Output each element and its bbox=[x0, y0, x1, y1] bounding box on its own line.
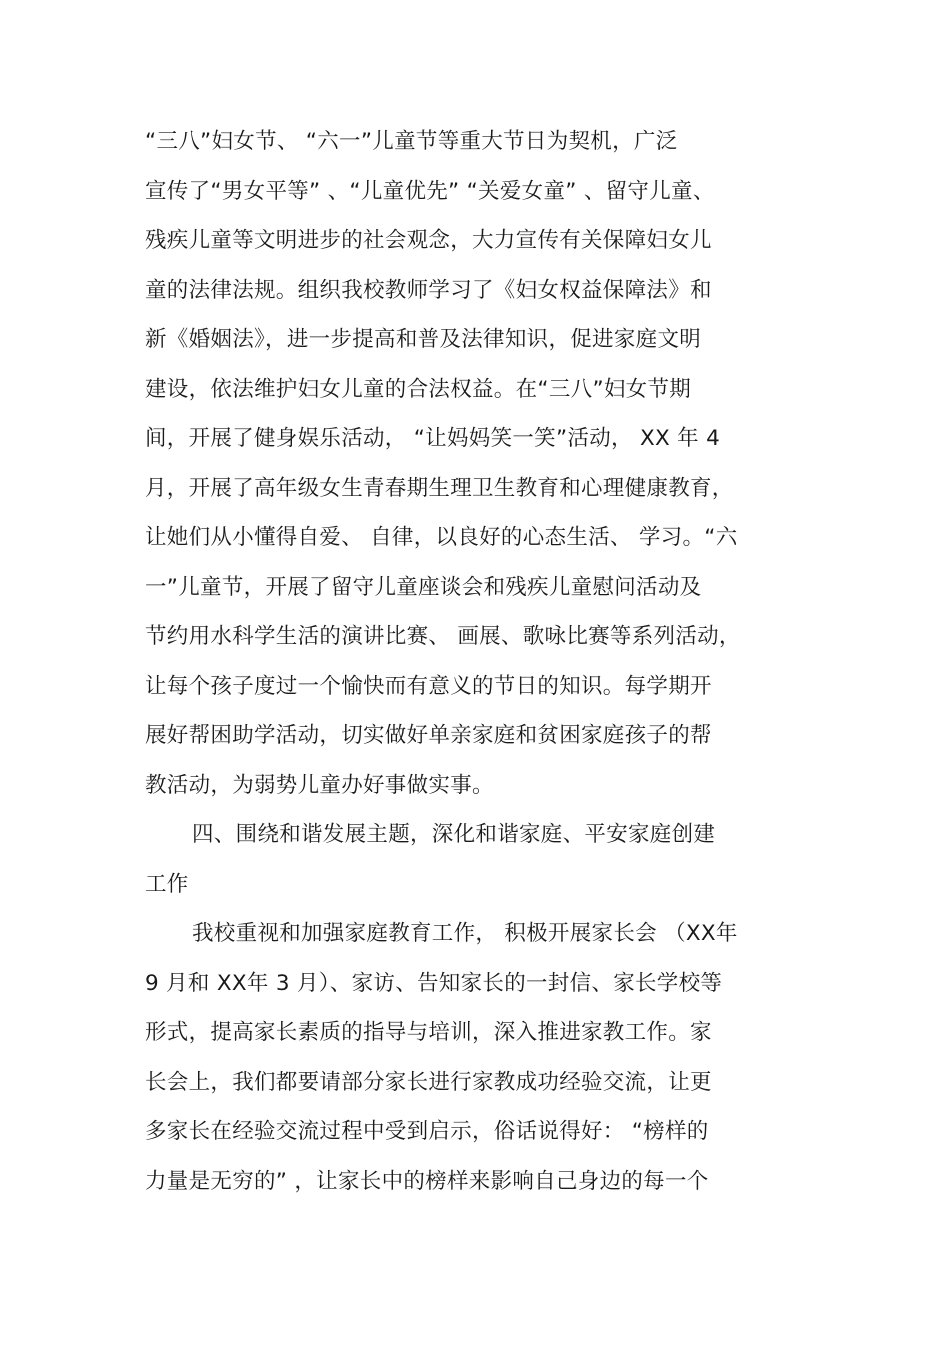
section-heading-continuation: 工作 bbox=[145, 871, 189, 897]
text-line: 间，开展了健身娱乐活动， “让妈妈笑一笑”活动， XX 年 4 bbox=[145, 426, 721, 451]
text-line: 节约用水科学生活的演讲比赛、 画展、歌咏比赛等系列活动， bbox=[145, 624, 741, 649]
text-line: 建设，依法维护妇女儿童的合法权益。在“三八”妇女节期 bbox=[145, 376, 692, 402]
text-line: 宣传了“男女平等” 、“儿童优先” “关爱女童” 、留守儿童、 bbox=[145, 178, 715, 204]
text-line: 一”儿童节，开展了留守儿童座谈会和残疾儿童慰问活动及 bbox=[145, 574, 702, 600]
text-line: 让她们从小懂得自爱、 自律，以良好的心态生活、 学习。“六 bbox=[145, 525, 738, 550]
body-text bbox=[145, 122, 825, 1211]
text-line: 童的法律法规。组织我校教师学习了《妇女权益保障法》和 bbox=[145, 277, 712, 303]
text-line: 多家长在经验交流过程中受到启示，俗话说得好： “榜样的 bbox=[145, 1119, 709, 1144]
text-line: 新《婚姻法》，进一步提高和普及法律知识，促进家庭文明 bbox=[145, 327, 702, 352]
text-line: 9 月和 XX年 3 月）、家访、告知家长的一封信、家长学校等 bbox=[145, 970, 723, 996]
text-line: 形式，提高家长素质的指导与培训，深入推进家教工作。家 bbox=[145, 1020, 712, 1045]
text-line: 教活动，为弱势儿童办好事做实事。 bbox=[145, 772, 494, 798]
text-line: 长会上，我们都要请部分家长进行家教成功经验交流，让更 bbox=[145, 1069, 712, 1095]
section-heading: 四、围绕和谐发展主题，深化和谐家庭、平安家庭创建 bbox=[192, 822, 716, 847]
text-line: 我校重视和加强家庭教育工作， 积极开展家长会 （XX年 bbox=[192, 921, 738, 946]
text-line: 让每个孩子度过一个愉快而有意义的节日的知识。每学期开 bbox=[145, 673, 712, 699]
text-line: 月，开展了高年级女生青春期生理卫生教育和心理健康教育， bbox=[145, 475, 734, 501]
text-line: “三八”妇女节、 “六一”儿童节等重大节日为契机，广泛 bbox=[145, 129, 678, 154]
text-line: 力量是无穷的” ，让家长中的榜样来影响自己身边的每一个 bbox=[145, 1168, 709, 1194]
text-line: 残疾儿童等文明进步的社会观念，大力宣传有关保障妇女儿 bbox=[145, 228, 712, 253]
text-line: 展好帮困助学活动，切实做好单亲家庭和贫困家庭孩子的帮 bbox=[145, 723, 712, 748]
